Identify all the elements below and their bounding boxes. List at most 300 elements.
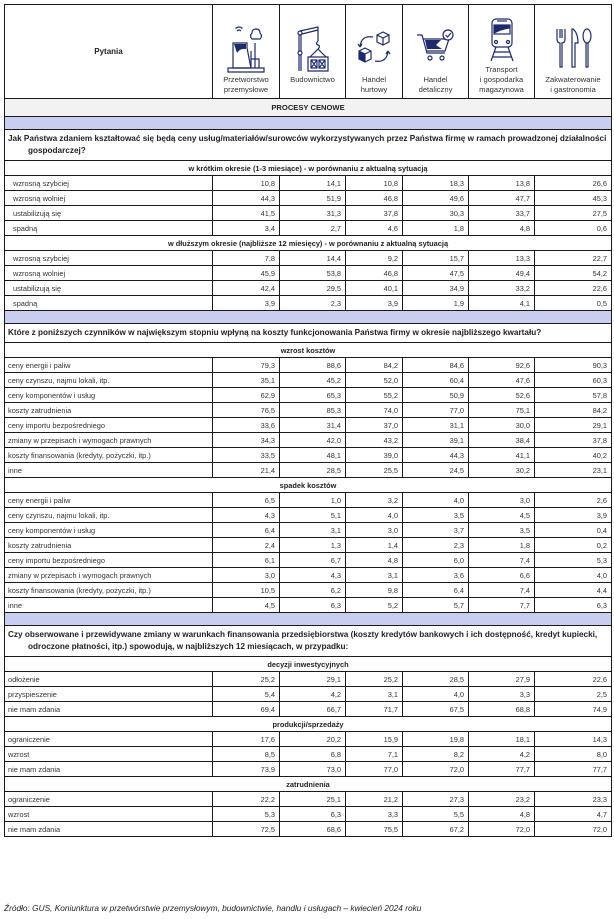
value-cell: 21,4 (213, 463, 280, 478)
value-cell: 90,3 (535, 358, 612, 373)
value-cell: 22,6 (535, 672, 612, 687)
value-cell: 55,2 (346, 388, 403, 403)
value-cell: 5,7 (403, 598, 469, 613)
value-cell: 53,8 (280, 266, 346, 281)
section-header-row (5, 99, 612, 117)
value-cell: 23,2 (469, 792, 535, 807)
value-cell: 77,0 (403, 403, 469, 418)
value-cell: 65,3 (280, 388, 346, 403)
value-cell: 79,3 (213, 358, 280, 373)
value-cell: 72,0 (403, 762, 469, 777)
sector-label: Budownictwo (290, 75, 335, 84)
row-label: spadną (5, 296, 213, 311)
sector-header-wholesale (346, 5, 403, 99)
row-label: wzrost (5, 747, 213, 762)
value-cell: 27,5 (535, 206, 612, 221)
question-text: Które z poniższych czynników w największym stopniu wpłyną na koszty funkcjonowania Państwa firmy w okresie najbliższego kwartału? (8, 328, 542, 337)
crane-icon (292, 25, 334, 73)
value-cell: 4,7 (535, 807, 612, 822)
value-cell: 7,4 (469, 583, 535, 598)
value-cell: 1,3 (280, 538, 346, 553)
value-cell: 14,3 (535, 732, 612, 747)
value-cell: 3,0 (346, 523, 403, 538)
value-cell: 4,8 (469, 221, 535, 236)
value-cell: 22,2 (213, 792, 280, 807)
value-cell: 47,6 (469, 373, 535, 388)
table-row (5, 508, 612, 523)
value-cell: 1,8 (469, 538, 535, 553)
value-cell: 37,8 (535, 433, 612, 448)
cutlery-icon (549, 25, 597, 73)
sector-label: Handel (361, 75, 387, 84)
value-cell: 72,0 (535, 822, 612, 837)
value-cell: 29,1 (280, 672, 346, 687)
value-cell: 30,0 (469, 418, 535, 433)
value-cell: 4,8 (469, 807, 535, 822)
value-cell: 2,3 (403, 538, 469, 553)
value-cell: 52,0 (346, 373, 403, 388)
value-cell: 15,7 (403, 251, 469, 266)
value-cell: 2,7 (280, 221, 346, 236)
value-cell: 26,6 (535, 176, 612, 191)
value-cell: 0,5 (535, 296, 612, 311)
value-cell: 3,5 (469, 523, 535, 538)
value-cell: 27,3 (403, 792, 469, 807)
value-cell: 44,3 (213, 191, 280, 206)
sector-header-transport (469, 5, 535, 99)
table-row (5, 281, 612, 296)
value-cell: 49,6 (403, 191, 469, 206)
row-label: ceny czynszu, najmu lokali, itp. (5, 373, 213, 388)
sector-header-retail (403, 5, 469, 99)
section-title: PROCESY CENOWE (5, 99, 612, 117)
value-cell: 33,5 (213, 448, 280, 463)
row-label: ustabilizują się (5, 281, 213, 296)
subgroup-header-row (5, 657, 612, 672)
value-cell: 42,0 (280, 433, 346, 448)
value-cell: 0,4 (535, 523, 612, 538)
value-cell: 74,0 (346, 403, 403, 418)
value-cell: 71,7 (346, 702, 403, 717)
value-cell: 3,7 (403, 523, 469, 538)
table-row (5, 523, 612, 538)
row-label: ceny importu bezpośredniego (5, 418, 213, 433)
separator-band (5, 117, 612, 130)
value-cell: 39,1 (403, 433, 469, 448)
value-cell: 3,9 (535, 508, 612, 523)
value-cell: 73,9 (213, 762, 280, 777)
row-label: koszty zatrudnienia (5, 403, 213, 418)
value-cell: 49,4 (469, 266, 535, 281)
value-cell: 22,7 (535, 251, 612, 266)
value-cell: 22,6 (535, 281, 612, 296)
value-cell: 33,7 (469, 206, 535, 221)
row-label: inne (5, 598, 213, 613)
sector-label-2: przemysłowe (223, 85, 269, 94)
value-cell: 37,8 (346, 206, 403, 221)
value-cell: 72,0 (469, 822, 535, 837)
value-cell: 4,0 (403, 493, 469, 508)
value-cell: 44,3 (403, 448, 469, 463)
value-cell: 3,1 (280, 523, 346, 538)
value-cell: 7,4 (469, 553, 535, 568)
table-row (5, 568, 612, 583)
table-row (5, 792, 612, 807)
value-cell: 67,2 (403, 822, 469, 837)
value-cell: 57,8 (535, 388, 612, 403)
value-cell: 5,5 (403, 807, 469, 822)
separator-band (5, 311, 612, 324)
value-cell: 52,6 (469, 388, 535, 403)
value-cell: 3,0 (213, 568, 280, 583)
value-cell: 28,5 (280, 463, 346, 478)
value-cell: 3,1 (346, 568, 403, 583)
table-row (5, 373, 612, 388)
subgroup-header-row (5, 161, 612, 176)
row-label: koszty zatrudnienia (5, 538, 213, 553)
question-text: Jak Państwa zdaniem kształtować się będą ceny usług/materiałów/surowców wykorzystywanych przez Państwa firmę w ramach prowadzonej działalności gospodarczej? (8, 134, 607, 155)
value-cell: 7,7 (469, 598, 535, 613)
value-cell: 1,9 (403, 296, 469, 311)
table-row (5, 388, 612, 403)
row-label: wzrosną szybciej (5, 176, 213, 191)
row-label: przyspieszenie (5, 687, 213, 702)
value-cell: 72,5 (213, 822, 280, 837)
value-cell: 34,3 (213, 433, 280, 448)
value-cell: 77,0 (346, 762, 403, 777)
value-cell: 6,3 (280, 598, 346, 613)
value-cell: 19,8 (403, 732, 469, 747)
value-cell: 8,5 (213, 747, 280, 762)
value-cell: 40,1 (346, 281, 403, 296)
row-label: ustabilizują się (5, 206, 213, 221)
row-label: nie mam zdania (5, 822, 213, 837)
value-cell: 6,6 (469, 568, 535, 583)
sector-header-manufacturing (213, 5, 280, 99)
value-cell: 33,6 (213, 418, 280, 433)
sector-label-2: i gospodarka magazynowa (479, 75, 524, 94)
value-cell: 5,4 (213, 687, 280, 702)
value-cell: 25,2 (346, 672, 403, 687)
value-cell: 3,3 (346, 807, 403, 822)
value-cell: 54,2 (535, 266, 612, 281)
value-cell: 4,1 (469, 296, 535, 311)
table-row (5, 762, 612, 777)
value-cell: 25,2 (213, 672, 280, 687)
subgroup-header-row (5, 236, 612, 251)
table-row (5, 296, 612, 311)
row-label: wzrost (5, 807, 213, 822)
value-cell: 18,3 (403, 176, 469, 191)
value-cell: 74,9 (535, 702, 612, 717)
table-row (5, 553, 612, 568)
row-label: wzrosną szybciej (5, 251, 213, 266)
value-cell: 4,0 (403, 687, 469, 702)
value-cell: 4,3 (213, 508, 280, 523)
value-cell: 3,2 (346, 493, 403, 508)
table-row (5, 176, 612, 191)
row-label: ceny komponentów i usług (5, 388, 213, 403)
sector-label: Transport (485, 65, 518, 74)
value-cell: 25,1 (280, 792, 346, 807)
row-label: ceny energii i paliw (5, 358, 213, 373)
value-cell: 9,8 (346, 583, 403, 598)
value-cell: 14,1 (280, 176, 346, 191)
table-row (5, 448, 612, 463)
subgroup-title: w krótkim okresie (1-3 miesiące) - w porównaniu z aktualną sytuacją (5, 161, 612, 176)
value-cell: 20,2 (280, 732, 346, 747)
value-cell: 41,1 (469, 448, 535, 463)
value-cell: 39,0 (346, 448, 403, 463)
table-row (5, 251, 612, 266)
row-label: spadną (5, 221, 213, 236)
table-row (5, 687, 612, 702)
value-cell: 0,6 (535, 221, 612, 236)
sector-label-2: hurtowy (360, 85, 388, 94)
row-label: ceny czynszu, najmu lokali, itp. (5, 508, 213, 523)
value-cell: 43,2 (346, 433, 403, 448)
value-cell: 3,5 (403, 508, 469, 523)
separator-cell (5, 613, 612, 626)
row-label: koszty finansowania (kredyty, pożyczki, itp.) (5, 583, 213, 598)
value-cell: 68,6 (280, 822, 346, 837)
table-row (5, 493, 612, 508)
value-cell: 3,4 (213, 221, 280, 236)
value-cell: 3,9 (213, 296, 280, 311)
subgroup-header-row (5, 478, 612, 493)
table-row (5, 807, 612, 822)
subgroup-header-row (5, 343, 612, 358)
table-row (5, 732, 612, 747)
value-cell: 6,2 (280, 583, 346, 598)
value-cell: 6,3 (535, 598, 612, 613)
value-cell: 46,8 (346, 266, 403, 281)
value-cell: 85,3 (280, 403, 346, 418)
value-cell: 6,8 (280, 747, 346, 762)
subgroup-title: wzrost kosztów (5, 343, 612, 358)
question-row (5, 130, 612, 161)
table-row (5, 433, 612, 448)
value-cell: 84,6 (403, 358, 469, 373)
value-cell: 77,7 (535, 762, 612, 777)
value-cell: 66,7 (280, 702, 346, 717)
value-cell: 2,5 (535, 687, 612, 702)
value-cell: 33,2 (469, 281, 535, 296)
value-cell: 10,8 (346, 176, 403, 191)
table-row (5, 598, 612, 613)
value-cell: 45,9 (213, 266, 280, 281)
sector-label: Handel (423, 75, 448, 84)
row-label: wzrosną wolniej (5, 266, 213, 281)
value-cell: 14,4 (280, 251, 346, 266)
shopping-cart-icon (415, 25, 457, 73)
boxes-exchange-icon (353, 25, 395, 73)
value-cell: 1,8 (403, 221, 469, 236)
value-cell: 60,3 (535, 373, 612, 388)
value-cell: 10,5 (213, 583, 280, 598)
value-cell: 69,4 (213, 702, 280, 717)
value-cell: 17,6 (213, 732, 280, 747)
table-row (5, 538, 612, 553)
value-cell: 1,0 (280, 493, 346, 508)
value-cell: 4,4 (535, 583, 612, 598)
value-cell: 6,4 (403, 583, 469, 598)
value-cell: 3,0 (469, 493, 535, 508)
row-label: odłożenie (5, 672, 213, 687)
value-cell: 47,5 (403, 266, 469, 281)
value-cell: 75,5 (346, 822, 403, 837)
table-row (5, 206, 612, 221)
value-cell: 25,5 (346, 463, 403, 478)
value-cell: 75,1 (469, 403, 535, 418)
value-cell: 2,6 (535, 493, 612, 508)
value-cell: 45,3 (535, 191, 612, 206)
subgroup-title: spadek kosztów (5, 478, 612, 493)
value-cell: 2,4 (213, 538, 280, 553)
value-cell: 4,8 (346, 553, 403, 568)
value-cell: 9,2 (346, 251, 403, 266)
sector-header-hospitality (535, 5, 612, 99)
value-cell: 46,8 (346, 191, 403, 206)
value-cell: 0,2 (535, 538, 612, 553)
value-cell: 5,3 (535, 553, 612, 568)
value-cell: 40,2 (535, 448, 612, 463)
value-cell: 88,6 (280, 358, 346, 373)
value-cell: 41,5 (213, 206, 280, 221)
row-label: ograniczenie (5, 732, 213, 747)
value-cell: 77,7 (469, 762, 535, 777)
value-cell: 21,2 (346, 792, 403, 807)
value-cell: 24,5 (403, 463, 469, 478)
value-cell: 13,3 (469, 251, 535, 266)
question-row (5, 626, 612, 657)
separator-cell (5, 311, 612, 324)
value-cell: 60,4 (403, 373, 469, 388)
value-cell: 4,0 (346, 508, 403, 523)
row-label: ceny importu bezpośredniego (5, 553, 213, 568)
value-cell: 4,5 (213, 598, 280, 613)
row-label: wzrosną wolniej (5, 191, 213, 206)
value-cell: 5,1 (280, 508, 346, 523)
value-cell: 31,3 (280, 206, 346, 221)
value-cell: 6,7 (280, 553, 346, 568)
sector-label: Zakwaterowanie (545, 75, 601, 84)
value-cell: 47,7 (469, 191, 535, 206)
survey-table (4, 4, 612, 837)
sector-header-construction (280, 5, 346, 99)
row-label: ceny energii i paliw (5, 493, 213, 508)
row-label: nie mam zdania (5, 762, 213, 777)
question-cell (5, 626, 612, 657)
value-cell: 6,4 (213, 523, 280, 538)
value-cell: 30,2 (469, 463, 535, 478)
subgroup-title: produkcji/sprzedaży (5, 717, 612, 732)
value-cell: 29,1 (535, 418, 612, 433)
value-cell: 4,2 (469, 747, 535, 762)
value-cell: 6,5 (213, 493, 280, 508)
value-cell: 3,9 (346, 296, 403, 311)
subgroup-header-row (5, 717, 612, 732)
table-row (5, 418, 612, 433)
value-cell: 18,1 (469, 732, 535, 747)
value-cell: 10,8 (213, 176, 280, 191)
value-cell: 76,5 (213, 403, 280, 418)
subgroup-header-row (5, 777, 612, 792)
row-label: ceny komponentów i usług (5, 523, 213, 538)
subgroup-title: zatrudnienia (5, 777, 612, 792)
value-cell: 28,5 (403, 672, 469, 687)
value-cell: 73,0 (280, 762, 346, 777)
table-row (5, 583, 612, 598)
table-row (5, 191, 612, 206)
row-label: ograniczenie (5, 792, 213, 807)
separator-band (5, 613, 612, 626)
table-row (5, 822, 612, 837)
value-cell: 92,6 (469, 358, 535, 373)
question-row (5, 324, 612, 343)
row-label: zmiany w przepisach i wymogach prawnych (5, 568, 213, 583)
value-cell: 30,3 (403, 206, 469, 221)
question-cell (5, 130, 612, 161)
value-cell: 67,5 (403, 702, 469, 717)
value-cell: 68,8 (469, 702, 535, 717)
value-cell: 6,3 (280, 807, 346, 822)
value-cell: 31,4 (280, 418, 346, 433)
table-row (5, 358, 612, 373)
row-label: koszty finansowania (kredyty, pożyczki, itp.) (5, 448, 213, 463)
value-cell: 15,9 (346, 732, 403, 747)
value-cell: 84,2 (535, 403, 612, 418)
value-cell: 27,9 (469, 672, 535, 687)
value-cell: 51,9 (280, 191, 346, 206)
source-note: Źródło: GUS, Koniunktura w przetwórstwie przemysłowym, budownictwie, handlu i usługach – kwiecień 2024 roku (4, 903, 422, 913)
value-cell: 84,2 (346, 358, 403, 373)
value-cell: 48,1 (280, 448, 346, 463)
sector-label-2: i gastronomia (550, 85, 596, 94)
table-row (5, 702, 612, 717)
value-cell: 42,4 (213, 281, 280, 296)
value-cell: 8,2 (403, 747, 469, 762)
value-cell: 31,1 (403, 418, 469, 433)
value-cell: 35,1 (213, 373, 280, 388)
value-cell: 45,2 (280, 373, 346, 388)
table-row (5, 672, 612, 687)
factory-icon (225, 25, 267, 73)
value-cell: 4,3 (280, 568, 346, 583)
value-cell: 13,8 (469, 176, 535, 191)
subgroup-title: w dłuższym okresie (najbliższe 12 miesięcy) - w porównaniu z aktualną sytuacją (5, 236, 612, 251)
value-cell: 50,9 (403, 388, 469, 403)
value-cell: 3,1 (346, 687, 403, 702)
sector-label: Przetworstwo (223, 75, 269, 84)
table-row (5, 221, 612, 236)
table-row (5, 403, 612, 418)
questions-column-header: Pytania (5, 5, 213, 99)
train-icon (481, 15, 523, 63)
sector-label-2: detaliczny (418, 85, 453, 94)
table-row (5, 266, 612, 281)
value-cell: 4,6 (346, 221, 403, 236)
row-label: nie mam zdania (5, 702, 213, 717)
value-cell: 1,4 (346, 538, 403, 553)
value-cell: 3,3 (469, 687, 535, 702)
value-cell: 2,3 (280, 296, 346, 311)
question-text: Czy obserwowane i przewidywane zmiany w warunkach finansowania przedsiębiorstwa (koszty kredytów bankowych i ich dostępność, kredyt kupiecki, odroczone płatności, itp.) spowodują, w najbliższych 12 miesiącach, w przypadku: (8, 630, 598, 651)
value-cell: 7,1 (346, 747, 403, 762)
value-cell: 37,0 (346, 418, 403, 433)
header-row (5, 5, 612, 99)
value-cell: 62,9 (213, 388, 280, 403)
